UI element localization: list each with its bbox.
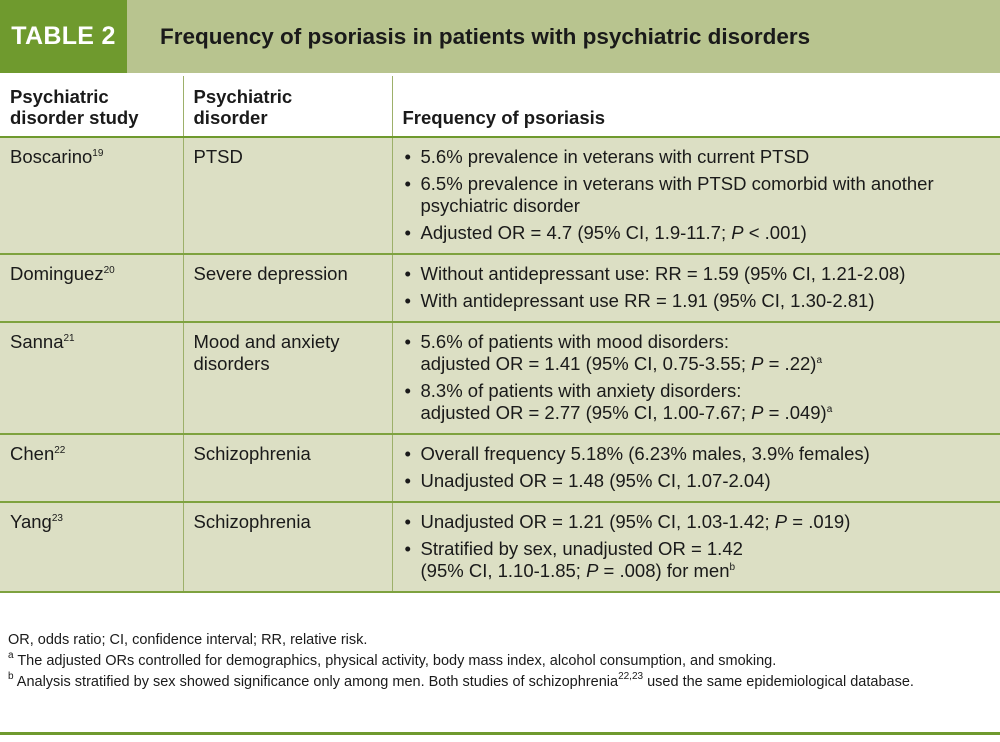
disorder-cell: Schizophrenia [183, 434, 392, 502]
footnote-a: $^a$ The adjusted ORs controlled for demographics, physical activity, body mass index, alcohol consumption, and smoking. [8, 650, 777, 669]
table-row [0, 502, 1000, 592]
list-item: • 6.5% prevalence in veterans with PTSD comorbid with another psychiatric disorder [403, 173, 993, 217]
frequency-cell [392, 254, 1000, 322]
footnote-marker: b [729, 562, 736, 573]
bottom-divider [0, 732, 1000, 735]
table-row [0, 254, 1000, 322]
study-cell: Yang$^{23}$ [0, 502, 183, 592]
column-header-frequency: Frequency of psoriasis [392, 76, 1000, 137]
table-row [0, 322, 1000, 434]
list-item: • Unadjusted OR = 1.48 (95% CI, 1.07-2.04) [403, 470, 993, 492]
list-item: • Unadjusted OR = 1.21 (95% CI, 1.03-1.42; P = .019) [403, 511, 993, 533]
column-header-study: Psychiatric disorder study [0, 76, 183, 137]
footnote-marker: a [826, 404, 833, 415]
disorder-cell: PTSD [183, 137, 392, 254]
frequency-list [403, 331, 993, 424]
disorder-cell: Mood and anxiety disorders [183, 322, 392, 434]
reference-superscript: 19 [92, 148, 104, 159]
table-row [0, 137, 1000, 254]
frequency-cell [392, 434, 1000, 502]
footnote-b: $^b$ Analysis stratified by sex showed significance only among men. Both studies of schizophrenia$^{22,23}$ used the same epidemiological database. [8, 671, 914, 690]
frequency-list [403, 511, 993, 582]
study-cell: Chen$^{22}$ [0, 434, 183, 502]
list-item: • 5.6% prevalence in veterans with current PTSD [403, 146, 993, 168]
study-cell: Dominguez$^{20}$ [0, 254, 183, 322]
study-cell: Sanna$^{21}$ [0, 322, 183, 434]
table-row [0, 434, 1000, 502]
disorder-cell: Schizophrenia [183, 502, 392, 592]
psoriasis-frequency-table [0, 76, 1000, 593]
list-item: • 8.3% of patients with anxiety disorders: adjusted OR = 2.77 (95% CI, 1.00-7.67; P = .049)$^a$ [403, 380, 993, 424]
list-item: • Adjusted OR = 4.7 (95% CI, 1.9-11.7; P < .001) [403, 222, 993, 244]
reference-superscript: 21 [63, 333, 75, 344]
table-title: Frequency of psoriasis in patients with psychiatric disorders [160, 23, 811, 49]
frequency-list [403, 146, 993, 244]
disorder-cell: Severe depression [183, 254, 392, 322]
table-header-bar [0, 0, 1000, 73]
reference-superscript: 23 [51, 513, 63, 524]
list-item: • With antidepressant use RR = 1.91 (95% CI, 1.30-2.81) [403, 290, 993, 312]
list-item: • Stratified by sex, unadjusted OR = 1.42 (95% CI, 1.10-1.85; P = .008) for men$^b$ [403, 538, 993, 582]
reference-superscript: 22 [54, 445, 66, 456]
table-number-badge: TABLE 2 [0, 0, 127, 73]
list-item: • Overall frequency 5.18% (6.23% males, 3.9% females) [403, 443, 993, 465]
abbreviations-note: OR, odds ratio; CI, confidence interval; RR, relative risk. [8, 632, 368, 648]
footnote-marker: a [816, 355, 822, 366]
study-cell: Boscarino$^{19}$ [0, 137, 183, 254]
frequency-cell [392, 502, 1000, 592]
frequency-list [403, 443, 993, 492]
column-header-row [0, 76, 1000, 137]
reference-superscript: 20 [103, 265, 115, 276]
frequency-list [403, 263, 993, 312]
frequency-cell [392, 137, 1000, 254]
table-footnotes [8, 631, 992, 694]
frequency-cell [392, 322, 1000, 434]
list-item: • Without antidepressant use: RR = 1.59 (95% CI, 1.21-2.08) [403, 263, 993, 285]
list-item: • 5.6% of patients with mood disorders: adjusted OR = 1.41 (95% CI, 0.75-3.55; P = .22)$^a$ [403, 331, 993, 375]
column-header-disorder: Psychiatric disorder [183, 76, 392, 137]
